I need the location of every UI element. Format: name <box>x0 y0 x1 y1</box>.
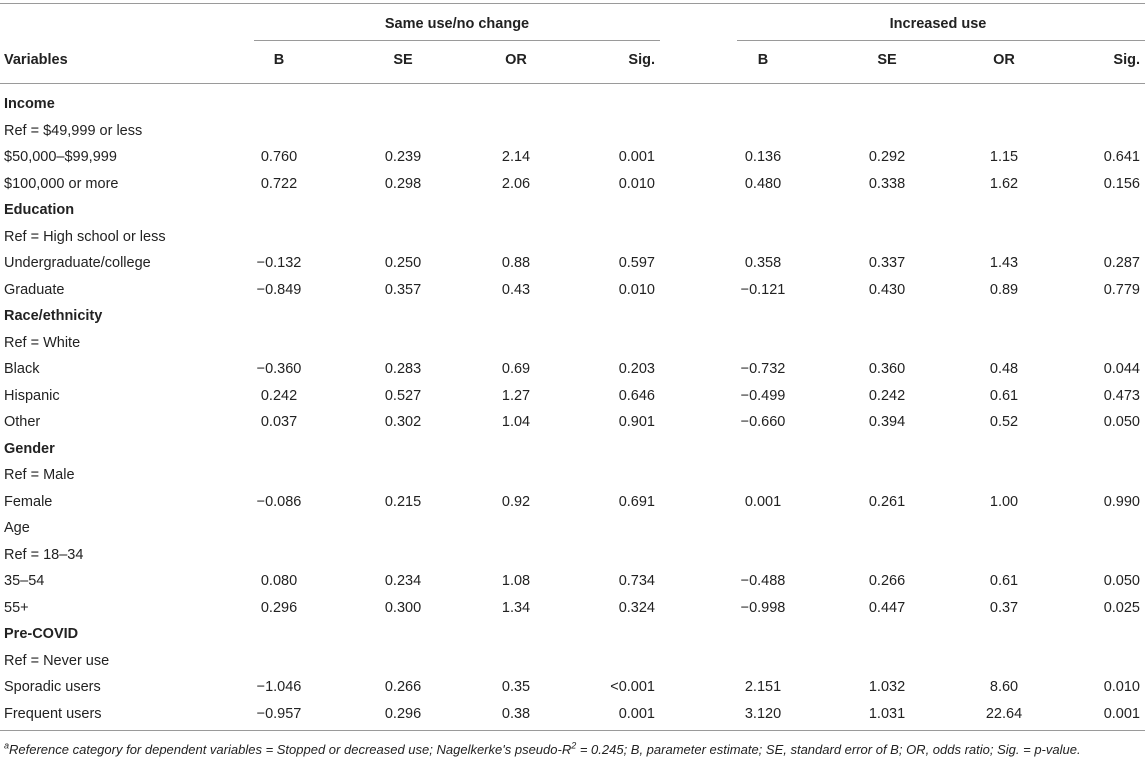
cell-value: 0.242 <box>260 388 298 404</box>
row-label: Pre-COVID <box>4 626 79 642</box>
cell-value: 0.010 <box>618 282 655 298</box>
group-header-increased-use: Increased use <box>889 16 987 32</box>
cell-value: −0.086 <box>256 494 302 510</box>
cell-value: 0.025 <box>1103 600 1140 616</box>
cell-value: −0.360 <box>256 361 302 377</box>
cell-value: −1.046 <box>256 679 302 695</box>
row-label: Age <box>4 520 30 536</box>
cell-value: 0.080 <box>260 573 298 589</box>
row-label: Hispanic <box>4 388 60 404</box>
group-header-same-use: Same use/no change <box>384 16 530 32</box>
footnote-text-after: = 0.245; B, parameter estimate; SE, standard error of B; OR, odds ratio; Sig. = p-value. <box>576 742 1081 757</box>
cell-value: 1.27 <box>501 388 531 404</box>
row-label: Ref = Never use <box>4 653 110 669</box>
cell-value: 0.358 <box>744 255 782 271</box>
cell-value: 0.691 <box>618 494 655 510</box>
cell-value: 0.215 <box>384 494 422 510</box>
cell-value: 0.473 <box>1103 388 1140 404</box>
bottom-rule <box>0 730 1145 731</box>
cell-value: 0.48 <box>989 361 1019 377</box>
cell-value: 0.52 <box>989 414 1019 430</box>
cell-value: 0.136 <box>744 149 782 165</box>
cell-value: 1.032 <box>868 679 906 695</box>
footnote-superscript: 2 <box>571 740 577 751</box>
top-rule <box>0 3 1145 4</box>
row-label: Graduate <box>4 282 65 298</box>
row-label: Other <box>4 414 41 430</box>
cell-value: 0.001 <box>618 149 655 165</box>
cell-value: 22.64 <box>985 706 1023 722</box>
cell-value: −0.121 <box>740 282 786 298</box>
cell-value: 1.04 <box>501 414 531 430</box>
row-label: Black <box>4 361 40 377</box>
column-header-3: OR <box>505 52 527 68</box>
cell-value: 0.250 <box>384 255 422 271</box>
cell-value: 1.00 <box>989 494 1019 510</box>
cell-value: 0.447 <box>868 600 906 616</box>
cell-value: 0.001 <box>618 706 655 722</box>
cell-value: 0.296 <box>384 706 422 722</box>
row-label: Race/ethnicity <box>4 308 103 324</box>
cell-value: 0.001 <box>744 494 782 510</box>
cell-value: 2.151 <box>744 679 782 695</box>
cell-value: 0.901 <box>618 414 655 430</box>
cell-value: 0.298 <box>384 176 422 192</box>
cell-value: 0.722 <box>260 176 298 192</box>
row-label: Education <box>4 202 75 218</box>
cell-value: 0.88 <box>501 255 531 271</box>
cell-value: 0.001 <box>1103 706 1140 722</box>
cell-value: 0.92 <box>501 494 531 510</box>
row-label: Ref = White <box>4 335 81 351</box>
cell-value: 0.69 <box>501 361 531 377</box>
cell-value: 0.300 <box>384 600 422 616</box>
cell-value: 0.43 <box>501 282 531 298</box>
cell-value: 1.43 <box>989 255 1019 271</box>
cell-value: 0.35 <box>501 679 531 695</box>
cell-value: 0.010 <box>1103 679 1140 695</box>
footnote-marker: a <box>4 740 10 751</box>
cell-value: 0.261 <box>868 494 906 510</box>
cell-value: 0.203 <box>618 361 655 377</box>
cell-value: 0.760 <box>260 149 298 165</box>
cell-value: −0.998 <box>740 600 786 616</box>
cell-value: 0.266 <box>868 573 906 589</box>
row-label: Sporadic users <box>4 679 101 695</box>
cell-value: 0.283 <box>384 361 422 377</box>
cell-value: 0.010 <box>618 176 655 192</box>
cell-value: −0.957 <box>256 706 302 722</box>
cell-value: 0.292 <box>868 149 906 165</box>
cell-value: 0.287 <box>1103 255 1140 271</box>
table-footnote <box>4 741 1139 759</box>
cell-value: −0.488 <box>740 573 786 589</box>
footnote-text-before: Reference category for dependent variables = Stopped or decreased use; Nagelkerke's pseudo-R <box>9 742 572 757</box>
column-header-5: B <box>757 52 769 68</box>
cell-value: 0.050 <box>1103 573 1140 589</box>
cell-value: 0.357 <box>384 282 422 298</box>
cell-value: 1.08 <box>501 573 531 589</box>
cell-value: 0.324 <box>618 600 655 616</box>
cell-value: 1.34 <box>501 600 531 616</box>
row-label: $100,000 or more <box>4 176 119 192</box>
row-label: Ref = Male <box>4 467 75 483</box>
cell-value: 0.239 <box>384 149 422 165</box>
group-rule-same-use <box>254 40 660 41</box>
row-label: 35–54 <box>4 573 45 589</box>
row-label: Income <box>4 96 55 112</box>
row-label: 55+ <box>4 600 29 616</box>
row-label: Female <box>4 494 53 510</box>
header-rule <box>0 83 1145 84</box>
cell-value: 0.360 <box>868 361 906 377</box>
cell-value: 1.15 <box>989 149 1019 165</box>
cell-value: 0.296 <box>260 600 298 616</box>
row-label: $50,000–$99,999 <box>4 149 117 165</box>
cell-value: 0.990 <box>1103 494 1140 510</box>
cell-value: 0.430 <box>868 282 906 298</box>
cell-value: 2.06 <box>501 176 531 192</box>
cell-value: −0.132 <box>256 255 302 271</box>
column-header-8: Sig. <box>1113 52 1140 68</box>
cell-value: −0.732 <box>740 361 786 377</box>
cell-value: 0.61 <box>989 573 1019 589</box>
row-label: Frequent users <box>4 706 102 722</box>
cell-value: −0.849 <box>256 282 302 298</box>
cell-value: 0.234 <box>384 573 422 589</box>
row-label: Ref = 18–34 <box>4 547 84 563</box>
row-label: Undergraduate/college <box>4 255 151 271</box>
cell-value: 8.60 <box>989 679 1019 695</box>
column-header-2: SE <box>393 52 413 68</box>
cell-value: 0.337 <box>868 255 906 271</box>
row-label: Gender <box>4 441 55 457</box>
cell-value: 0.779 <box>1103 282 1140 298</box>
cell-value: 3.120 <box>744 706 782 722</box>
cell-value: 0.394 <box>868 414 906 430</box>
cell-value: 0.597 <box>618 255 655 271</box>
cell-value: 0.044 <box>1103 361 1140 377</box>
cell-value: 0.38 <box>501 706 531 722</box>
cell-value: 0.266 <box>384 679 422 695</box>
cell-value: 0.61 <box>989 388 1019 404</box>
column-header-7: OR <box>993 52 1015 68</box>
cell-value: 0.242 <box>868 388 906 404</box>
column-header-6: SE <box>877 52 897 68</box>
row-label: Ref = High school or less <box>4 229 166 245</box>
column-header-variables: Variables <box>4 52 68 68</box>
cell-value: 0.050 <box>1103 414 1140 430</box>
cell-value: 0.037 <box>260 414 298 430</box>
column-header-4: Sig. <box>628 52 655 68</box>
cell-value: 0.734 <box>618 573 655 589</box>
cell-value: 0.89 <box>989 282 1019 298</box>
cell-value: 0.480 <box>744 176 782 192</box>
cell-value: 1.031 <box>868 706 906 722</box>
cell-value: −0.660 <box>740 414 786 430</box>
cell-value: 0.37 <box>989 600 1019 616</box>
cell-value: 0.338 <box>868 176 906 192</box>
cell-value: 0.156 <box>1103 176 1140 192</box>
row-label: Ref = $49,999 or less <box>4 123 143 139</box>
cell-value: 2.14 <box>501 149 531 165</box>
cell-value: 0.302 <box>384 414 422 430</box>
cell-value: 0.646 <box>618 388 655 404</box>
cell-value: −0.499 <box>740 388 786 404</box>
cell-value: 0.527 <box>384 388 422 404</box>
cell-value: <0.001 <box>610 679 655 695</box>
group-rule-increased-use <box>737 40 1145 41</box>
cell-value: 1.62 <box>989 176 1019 192</box>
cell-value: 0.641 <box>1103 149 1140 165</box>
column-header-1: B <box>273 52 285 68</box>
